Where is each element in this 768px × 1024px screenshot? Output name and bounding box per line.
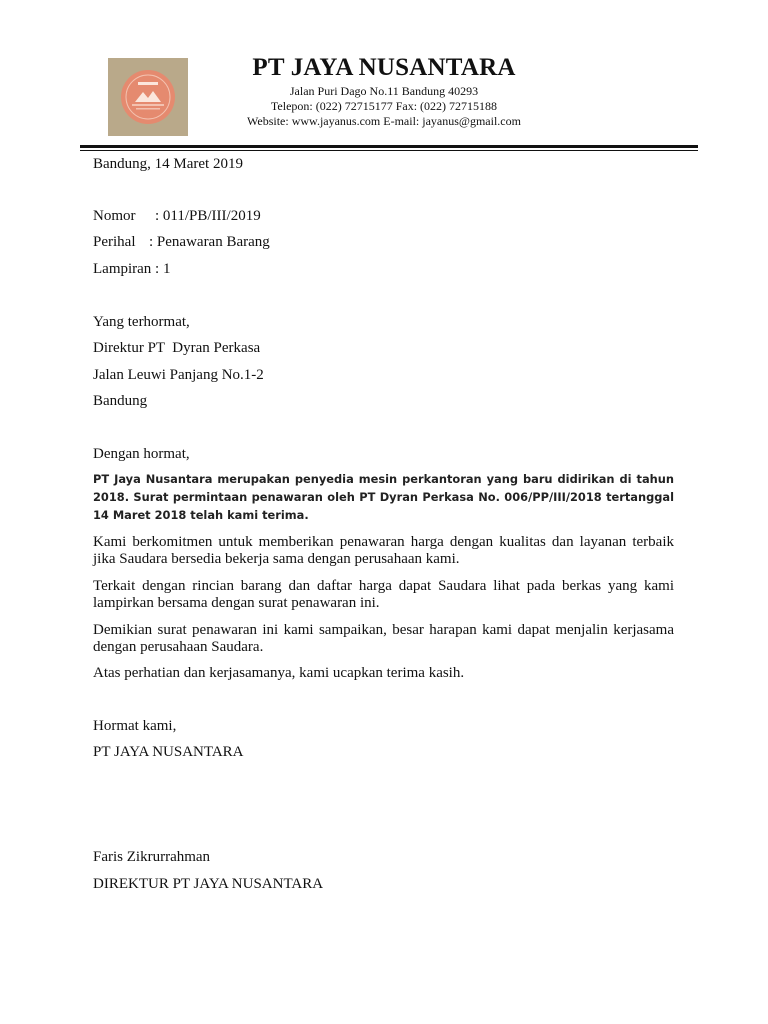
company-name: PT JAYA NUSANTARA: [252, 54, 516, 81]
letterhead: [180, 52, 588, 129]
lampiran-line: Lampiran : 1: [93, 261, 171, 277]
nomor-line: [93, 207, 261, 225]
company-address: Jalan Puri Dago No.11 Bandung 40293: [289, 84, 479, 98]
company-web: Website: www.jayanus.com E-mail: jayanus@gmail.com: [247, 114, 521, 128]
recipient-salutation: Yang terhormat,: [93, 314, 190, 330]
greeting: Dengan hormat,: [93, 446, 190, 462]
perihal-value: : Penawaran Barang: [149, 234, 270, 250]
recipient-city: Bandung: [93, 393, 148, 409]
body-paragraph-details: Terkait dengan rincian barang dan daftar harga dapat Saudara lihat pada berkas yang kami lampirkan bersama dengan surat penawaran ini.: [93, 578, 674, 611]
letterhead-divider-thin: [80, 150, 698, 151]
body-paragraph-intro: PT Jaya Nusantara merupakan penyedia mesin perkantoran yang baru didirikan di tahun 2018. Surat permintaan penawaran oleh PT Dyran Perkasa No. 006/PP/III/2018 tertanggal 14 Maret 2018 telah kami terima.: [93, 472, 674, 522]
nomor-label: Nomor: [93, 208, 136, 224]
recipient-name: Direktur PT Dyran Perkasa: [93, 340, 261, 356]
body-paragraph-commitment: Kami berkomitmen untuk memberikan penawaran harga dengan kualitas dan layanan terbaik jika Saudara bersedia bekerja sama dengan perusahaan kami.: [93, 534, 674, 567]
signer-name: Faris Zikrurrahman: [93, 849, 211, 865]
signer-title: DIREKTUR PT JAYA NUSANTARA: [93, 876, 324, 892]
closing: Hormat kami,: [93, 718, 177, 734]
perihal-label: Perihal: [93, 234, 136, 250]
company-phone: Telepon: (022) 72715177 Fax: (022) 72715188: [270, 99, 498, 113]
nomor-value: : 011/PB/III/2019: [155, 208, 261, 224]
perihal-line: [93, 233, 270, 251]
place-date: Bandung, 14 Maret 2019: [93, 156, 243, 172]
body-paragraph-closing: Demikian surat penawaran ini kami sampaikan, besar harapan kami dapat menjalin kerjasama dengan perusahaan Saudara.: [93, 622, 674, 655]
recipient-street: Jalan Leuwi Panjang No.1-2: [93, 367, 264, 383]
closing-company: PT JAYA NUSANTARA: [93, 744, 244, 760]
body-paragraph-thanks: Atas perhatian dan kerjasamanya, kami ucapkan terima kasih.: [93, 665, 465, 681]
letterhead-divider-thick: [80, 145, 698, 148]
mountain-sun-emblem-icon: [108, 58, 188, 136]
company-logo: [108, 58, 188, 136]
